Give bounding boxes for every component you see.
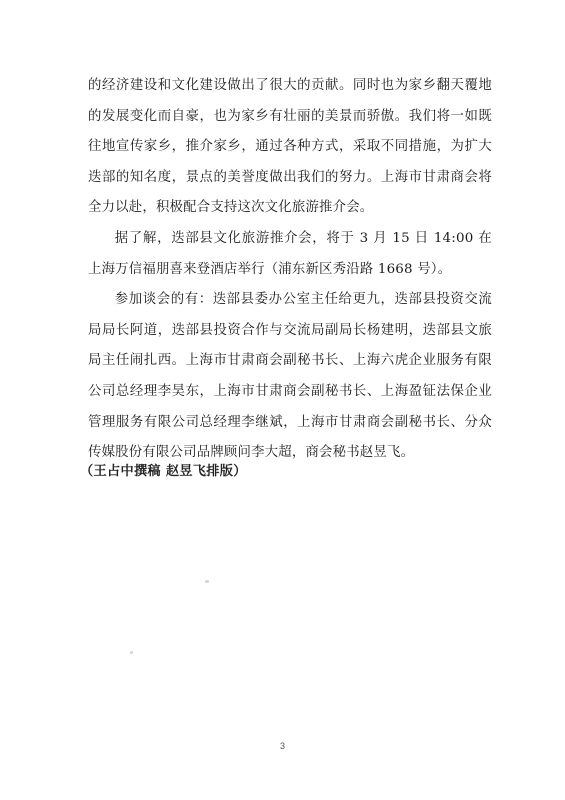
scan-speck [130, 651, 133, 654]
page-number: 3 [279, 741, 285, 751]
paragraph-attendees: 参加谈会的有：迭部县委办公室主任给更九，迭部县投资交流局局长阿道，迭部县投资合作与交流局副局长杨建明，迭部县文旅局主任闹扎西。上海市甘肃商会副秘书长、上海六虎企业服务有限公司总经理李昊东，上海市甘肃商会副秘书长、上海盈钲法保企业管理服务有限公司总经理李继斌，上海市甘肃商会副秘书长、分众传媒股份有限公司品牌顾问李大超，商会秘书赵昱飞。 [88, 292, 492, 461]
paragraph-contribution: 的经济建设和文化建设做出了很大的贡献。同时也为家乡翻天覆地的发展变化而自豪，也为家乡有壮丽的美景而骄傲。我们将一如既往地宣传家乡，推介家乡，通过各种方式，采取不同措施，为扩大迭部的知名度，景点的美誉度做出我们的努力。上海市甘肃商会将全力以赴，积极配合支持这次文化旅游推介会。 [88, 78, 492, 216]
paragraph-event-info: 据了解，迭部县文化旅游推介会，将于 3 月 15 日 14:00 在上海万信福朋喜来登酒店举行（浦东新区秀沿路 1668 号）。 [88, 230, 492, 277]
scan-speck [205, 580, 209, 583]
author-credit: （王占中撰稿 赵昱飞排版） [80, 464, 247, 479]
article-body [88, 71, 492, 469]
